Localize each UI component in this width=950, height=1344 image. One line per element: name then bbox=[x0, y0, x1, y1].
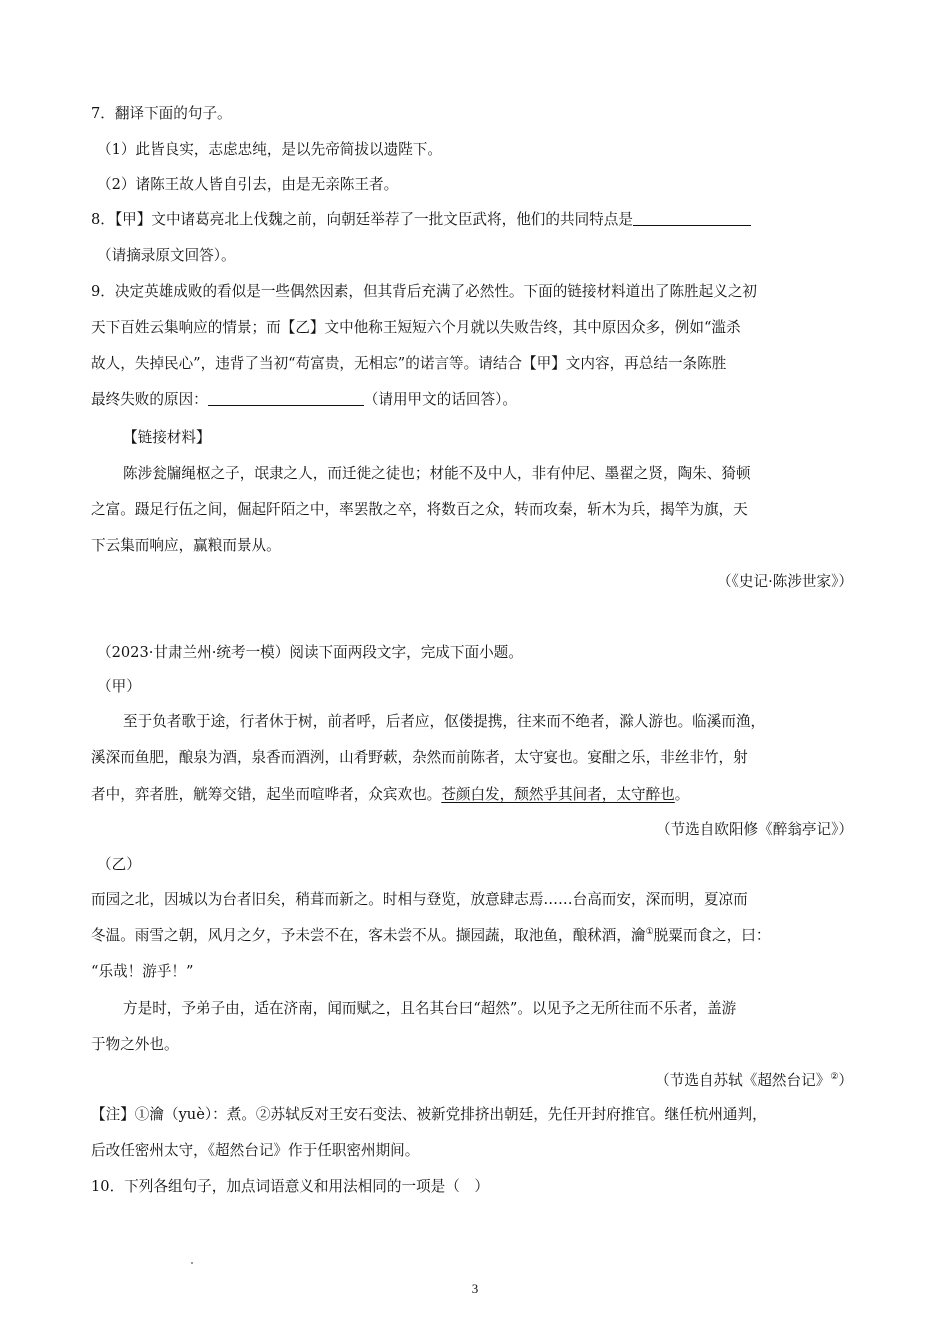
q8-answer-blank[interactable] bbox=[633, 210, 751, 226]
q8-line-1 bbox=[91, 210, 751, 230]
yi-line-3: “乐哉！游乎！” bbox=[91, 963, 194, 980]
q9-line-4-text: 最终失败的原因： bbox=[91, 391, 208, 408]
q10-stem: 10．下列各组句子，加点词语意义和用法相同的一项是（ ） bbox=[91, 1178, 490, 1195]
q9-line-2: 天下百姓云集响应的情景；而【乙】文中他称王短短六个月就以失败告终，其中原因众多，例如“滥杀 bbox=[91, 319, 741, 336]
q9-line-4-hint: （请用甲文的话回答）。 bbox=[363, 391, 517, 408]
q9-line-3: 故人，失掉民心”，违背了当初“苟富贵，无相忘”的诺言等。请结合【甲】文内容，再总结一条陈胜 bbox=[91, 355, 727, 372]
yi-source-text: （节选自苏轼《超然台记》 bbox=[655, 1072, 831, 1089]
link-material-source: （《史记·陈涉世家》） bbox=[717, 573, 853, 590]
yi-line-2 bbox=[91, 926, 770, 946]
q7-sentence-2: （2）诸陈王故人皆自引去，由是无亲陈王者。 bbox=[97, 176, 399, 193]
jia-line-3-end: 。 bbox=[674, 786, 690, 803]
jia-line-3-text: 者中，弈者胜，觥筹交错，起坐而喧哗者，众宾欢也。 bbox=[91, 786, 442, 803]
q9-line-1: 9．决定英雄成败的看似是一些偶然因素，但其背后充满了必然性。下面的链接材料道出了陈胜起义之初 bbox=[91, 283, 758, 300]
yi-source bbox=[655, 1071, 853, 1091]
q8-line-2: （请摘录原文回答）。 bbox=[97, 247, 236, 264]
notes-line-1: 【注】①瀹（yuè）：煮。②苏轼反对王安石变法、被新党排挤出朝廷，先任开封府推官。继任杭州通判， bbox=[91, 1106, 767, 1123]
link-material-title: 【链接材料】 bbox=[123, 429, 211, 446]
jia-line-1: 至于负者歌于途，行者休于树，前者呼，后者应，伛偻提携，往来而不绝者，滁人游也。临溪而渔， bbox=[123, 713, 766, 730]
q9-answer-blank[interactable] bbox=[208, 390, 364, 406]
reading-intro: （2023·甘肃兰州·统考一模）阅读下面两段文字，完成下面小题。 bbox=[97, 644, 523, 661]
passage-jia-label: （甲） bbox=[97, 678, 141, 695]
jia-line-3 bbox=[91, 785, 689, 805]
note-mark-2: ② bbox=[830, 1072, 839, 1082]
scan-speck bbox=[191, 1262, 193, 1264]
q7-sentence-1: （1）此皆良实，志虑忠纯，是以先帝简拔以遗陛下。 bbox=[97, 141, 442, 158]
note-mark-1: ① bbox=[645, 927, 654, 937]
q7-stem: 7．翻译下面的句子。 bbox=[91, 105, 232, 122]
q8-text: 8．【甲】文中诸葛亮北上伐魏之前，向朝廷举荐了一批文臣武将，他们的共同特点是 bbox=[91, 211, 633, 228]
page-number: 3 bbox=[471, 1281, 479, 1296]
yi-line-5: 于物之外也。 bbox=[91, 1036, 179, 1053]
jia-line-2: 溪深而鱼肥，酿泉为酒，泉香而酒洌，山肴野蔌，杂然而前陈者，太守宴也。宴酣之乐，非丝非竹，射 bbox=[91, 749, 748, 766]
link-material-line-1: 陈涉瓮牖绳枢之子，氓隶之人，而迁徙之徒也；材能不及中人，非有仲尼、墨翟之贤，陶朱、猗顿 bbox=[123, 465, 751, 482]
jia-source: （节选自欧阳修《醉翁亭记》） bbox=[655, 821, 853, 838]
link-material-line-2: 之富。蹑足行伍之间，倔起阡陌之中，率罢散之卒，将数百之众，转而攻秦，斩木为兵，揭竿为旗，天 bbox=[91, 501, 748, 518]
jia-underlined-sentence: 苍颜白发，颓然乎其间者，太守醉也 bbox=[441, 786, 675, 803]
yi-source-end: ） bbox=[838, 1072, 853, 1089]
yi-line-1: 而园之北，因城以为台者旧矣，稍葺而新之。时相与登览，放意肆志焉……台高而安，深而明，夏凉而 bbox=[91, 891, 748, 908]
yi-line-4: 方是时，予弟子由，适在济南，闻而赋之，且名其台曰“超然”。以见予之无所往而不乐者，盖游 bbox=[123, 1000, 737, 1017]
passage-yi-label: （乙） bbox=[97, 856, 141, 873]
yi-line-2-rest: 脱粟而食之，曰： bbox=[653, 927, 771, 944]
notes-line-2: 后改任密州太守，《超然台记》作于任职密州期间。 bbox=[91, 1142, 420, 1159]
link-material-line-3: 下云集而响应，赢粮而景从。 bbox=[91, 537, 281, 554]
yi-line-2-text: 冬温。雨雪之朝，风月之夕，予未尝不在，客未尝不从。撷园蔬，取池鱼，酿秫酒，瀹 bbox=[91, 927, 646, 944]
q9-line-4 bbox=[91, 390, 517, 410]
